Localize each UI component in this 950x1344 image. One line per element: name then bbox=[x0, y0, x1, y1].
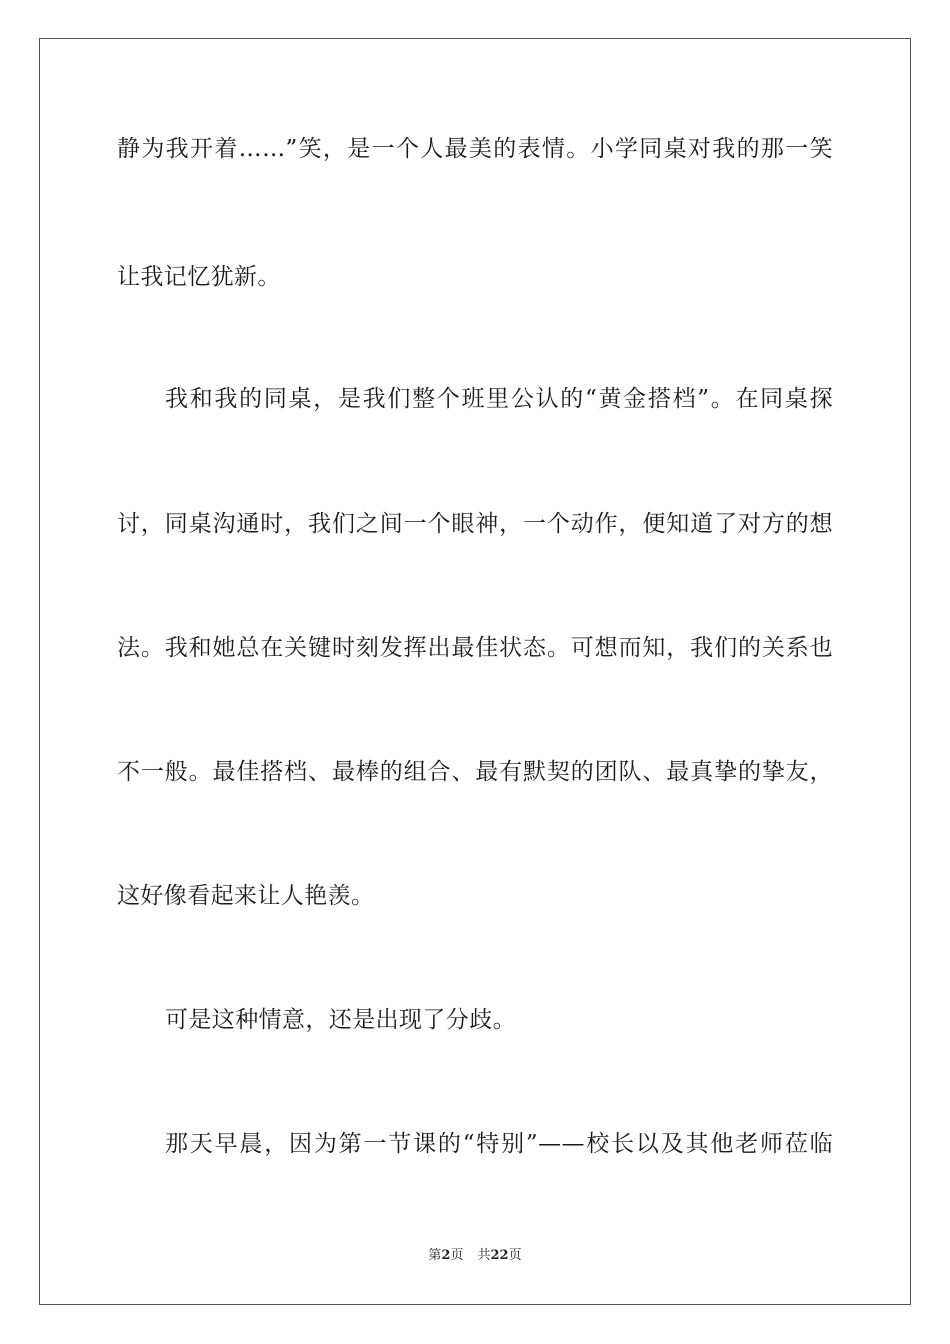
text-line-4: 讨，同桌沟通时，我们之间一个眼神，一个动作，便知道了对方的想 bbox=[117, 511, 833, 537]
text-line-7: 这好像看起来让人艳羡。 bbox=[117, 883, 375, 909]
page-suffix: 页 bbox=[450, 1248, 464, 1263]
text-line-1: 静为我开着……”笑，是一个人最美的表情。小学同桌对我的那一笑 bbox=[117, 136, 833, 162]
text-line-5: 法。我和她总在关键时刻发挥出最佳状态。可想而知，我们的关系也 bbox=[117, 635, 833, 661]
text-line-2: 让我记忆犹新。 bbox=[117, 264, 281, 290]
text-line-3: 我和我的同桌，是我们整个班里公认的“黄金搭档”。在同桌探 bbox=[165, 386, 833, 412]
text-line-8: 可是这种情意，还是出现了分歧。 bbox=[165, 1007, 516, 1033]
page-number: 2 bbox=[441, 1248, 451, 1263]
total-prefix: 共 bbox=[477, 1248, 491, 1263]
text-line-6: 不一般。最佳搭档、最棒的组合、最有默契的团队、最真挚的挚友， bbox=[117, 759, 833, 785]
total-suffix: 页 bbox=[508, 1248, 522, 1263]
page-border bbox=[39, 38, 911, 1305]
page-footer bbox=[0, 1247, 950, 1265]
text-line-9: 那天早晨，因为第一节课的“特别”——校长以及其他老师莅临 bbox=[165, 1131, 833, 1157]
page-prefix: 第 bbox=[428, 1248, 442, 1263]
total-pages: 22 bbox=[490, 1248, 509, 1263]
